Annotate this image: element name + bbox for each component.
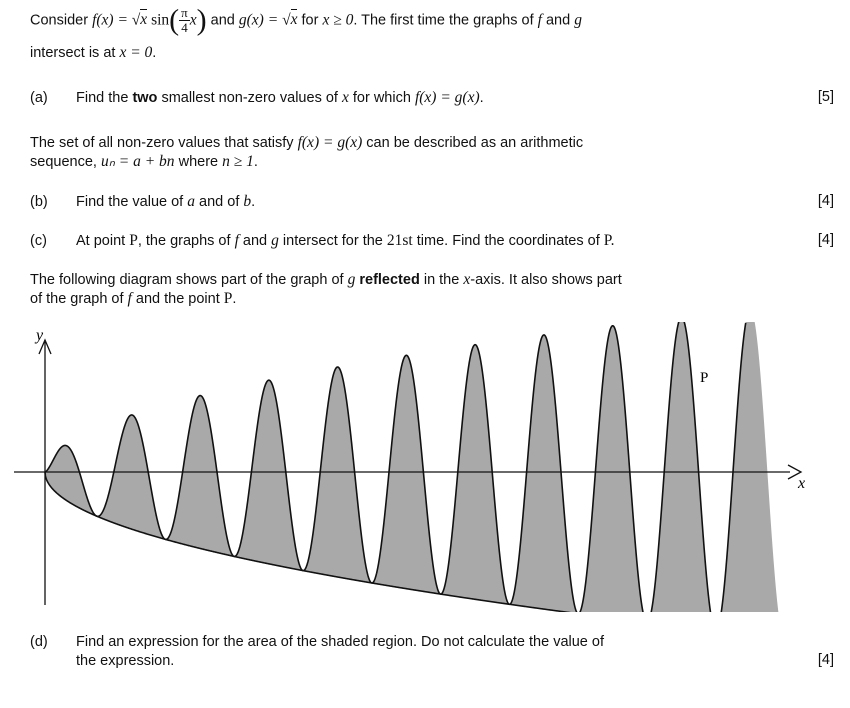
fraction-denominator: 4 [181, 20, 188, 35]
diagram-bold: reflected [359, 272, 420, 288]
part-a-marks: [5] [817, 89, 834, 105]
sqrt-symbol-g: √ [282, 11, 291, 29]
x-axis-label: x [798, 475, 806, 492]
part-d-marks: [4] [817, 652, 834, 668]
part-c-text-3: intersect for the [282, 233, 383, 249]
pi-over-four [179, 6, 190, 35]
intro-g: g [574, 11, 582, 29]
intro-line-1 [30, 3, 582, 37]
sin-arg-x: x [189, 11, 197, 29]
intro-f: f [537, 11, 542, 29]
sequence-condition: n ≥ 1 [222, 153, 254, 170]
part-d-line-1: Find an expression for the area of the shaded region. Do not calculate the value of [76, 634, 604, 650]
f-definition-lhs: f(x) = [92, 11, 132, 29]
intro-consider: Consider [30, 12, 89, 29]
shaded-lobe [578, 326, 647, 612]
sequence-text-2: can be described as an arithmetic [366, 135, 584, 151]
shaded-lobe [165, 396, 234, 557]
part-d [30, 633, 604, 651]
part-a-equation: f(x) = g(x) [414, 89, 480, 106]
part-a-text-2: smallest non-zero values of [161, 90, 338, 106]
shaded-lobe [303, 367, 372, 583]
sequence-line-1 [30, 134, 583, 152]
sequence-equation: f(x) = g(x) [297, 134, 363, 151]
part-c-point-2: P. [603, 232, 615, 249]
y-axis-label: y [36, 327, 44, 344]
sequence-formula: uₙ = a + bn [100, 153, 175, 170]
part-a-bold: two [132, 90, 158, 106]
part-c-text-2: , the graphs of [137, 233, 231, 249]
shaded-lobe [45, 445, 97, 516]
point-p-label: P [700, 370, 709, 386]
diagram-g: g [347, 271, 356, 288]
sqrt-symbol: √ [131, 11, 141, 29]
diagram-text-line-2 [30, 290, 236, 308]
part-b-marks: [4] [817, 193, 834, 209]
shaded-lobe [441, 345, 510, 605]
shaded-region [45, 322, 785, 612]
sqrt-x-g: x [290, 11, 298, 29]
part-b-end: . [251, 194, 256, 210]
intro-for: for [301, 12, 319, 29]
part-c-marks: [4] [817, 232, 834, 248]
intro-tail: . The first time the graphs of [353, 12, 534, 29]
part-c-nth: 21st [386, 232, 413, 249]
g-definition-lhs: g(x) = [238, 11, 283, 29]
left-paren: ( [169, 3, 180, 37]
part-a-text-3: for which [352, 90, 411, 106]
intro-and-2: and [545, 12, 571, 29]
diagram-point: P [223, 290, 233, 307]
sequence-text-3: sequence, [30, 154, 97, 170]
intro-line2-text: intersect is at [30, 45, 116, 61]
part-a-text-1: Find the [76, 90, 129, 106]
sin-function: sin [147, 11, 170, 29]
part-c-f: f [234, 232, 239, 249]
intro-and: and [210, 12, 235, 29]
intro-x-zero: x = 0 [119, 44, 153, 61]
right-paren: ) [196, 3, 207, 37]
diagram-end: . [232, 291, 237, 307]
part-c-and: and [242, 233, 268, 249]
part-b-b: b [243, 193, 252, 210]
sequence-line-2 [30, 153, 258, 171]
part-c-g: g [271, 232, 279, 249]
part-c-text-4: time. Find the coordinates of [416, 233, 600, 249]
diagram-f: f [127, 290, 132, 307]
part-c [30, 232, 615, 250]
part-b [30, 193, 255, 211]
part-b-text-2: and of [199, 194, 240, 210]
part-b-label: (b) [30, 194, 48, 210]
diagram-text-line-1 [30, 271, 622, 289]
shaded-lobe [372, 355, 441, 594]
diagram-text-4: of the graph of [30, 291, 124, 307]
shaded-lobe [234, 380, 303, 570]
diagram-x: x [463, 271, 471, 288]
sqrt-x: x [140, 11, 148, 29]
sequence-end: . [253, 154, 258, 170]
diagram-text-3: -axis. It also shows part [470, 272, 622, 288]
part-c-text-1: At point [76, 233, 126, 249]
part-a [30, 89, 484, 107]
part-a-label: (a) [30, 90, 48, 106]
part-c-point: P [129, 232, 138, 249]
part-b-a: a [187, 193, 195, 210]
shaded-lobe [509, 335, 578, 612]
fraction-numerator: π [181, 5, 188, 20]
part-c-label: (c) [30, 233, 47, 249]
intro-line-2 [30, 44, 156, 62]
diagram-text-1: The following diagram shows part of the graph of [30, 272, 344, 288]
part-a-var: x [341, 89, 349, 106]
sequence-where: where [178, 154, 219, 170]
diagram-text-2: in the [423, 272, 460, 288]
domain-condition: x ≥ 0 [322, 11, 354, 29]
intro-period: . [152, 45, 157, 61]
part-b-text-1: Find the value of [76, 194, 184, 210]
graph-diagram [0, 322, 850, 612]
sequence-text-1: The set of all non-zero values that satisfy [30, 135, 294, 151]
part-a-end: . [479, 90, 484, 106]
part-d-label: (d) [30, 634, 48, 650]
diagram-text-5: and the point [135, 291, 220, 307]
part-d-line-2: the expression. [76, 653, 175, 669]
